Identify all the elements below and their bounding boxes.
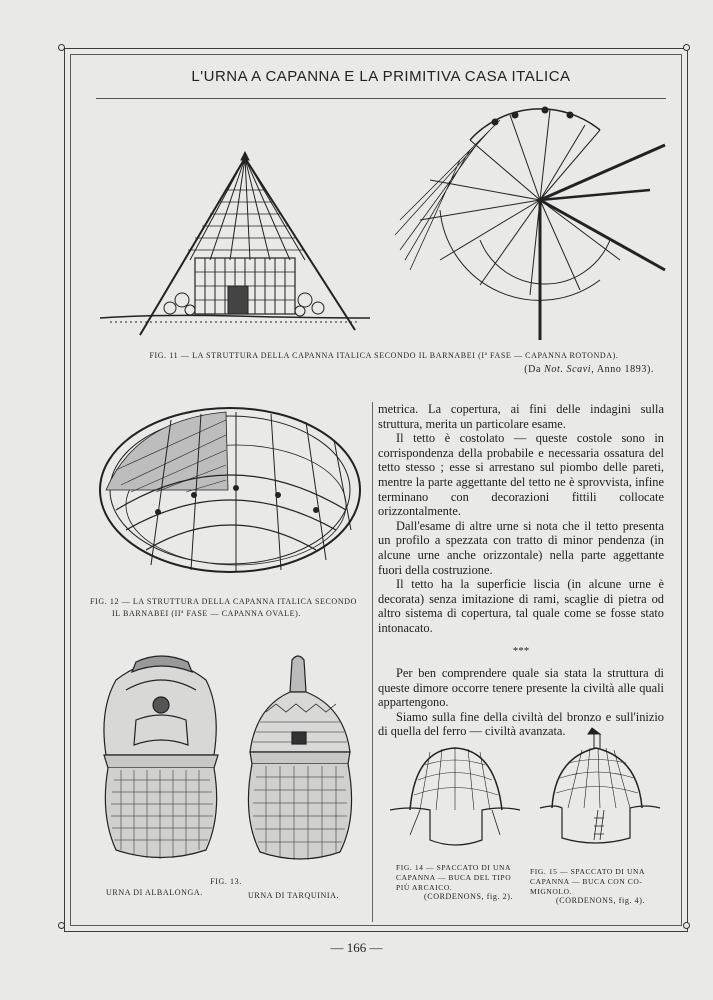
body-paragraph: Il tetto ha la superficie liscia (in alcune urne è decorata) senza imitazione di rami, scaglie di pietra od altro sistema di copertura, tal quale come se fosse stato intonacato. bbox=[378, 577, 664, 635]
fig15-caption-line3: MIGNOLO. bbox=[530, 887, 573, 896]
fig12-caption-line2: IL BARNABEI (IIª FASE — CAPANNA OVALE). bbox=[112, 609, 301, 618]
fig15-caption-line1: FIG. 15 — SPACCATO DI UNA bbox=[530, 867, 646, 876]
fig15-caption-line2: CAPANNA — BUCA CON CO- bbox=[530, 877, 643, 886]
fig14-caption-line1: FIG. 14 — SPACCATO DI UNA bbox=[396, 863, 512, 872]
fig13-label-albalonga: URNA DI ALBALONGA. bbox=[106, 888, 203, 897]
fig14-caption-line3: PIÙ ARCAICO. bbox=[396, 883, 453, 892]
frame-corner-ornament bbox=[683, 44, 690, 51]
fig11-source-journal: Not. Scavi bbox=[544, 364, 592, 375]
fig13-urn-tarquinia-illustration bbox=[236, 652, 366, 872]
body-paragraph: Il tetto è costolato — queste costole sono in corrispondenza della probabile e necessaria ossatura del tetto stesso ; esse si arrestano sul piombo delle pareti, mentre la parte aggettante del tetto ne è sprovvista, infine terminano con decorazioni fittili collocate orizzontalmente. bbox=[378, 431, 664, 519]
page-number: — 166 — bbox=[330, 940, 383, 955]
page-title: L'URNA A CAPANNA E LA PRIMITIVA CASA ITALICA bbox=[191, 68, 571, 85]
column-divider bbox=[372, 402, 373, 922]
fig11-source-suffix: , Anno 1893). bbox=[591, 364, 654, 375]
title-rule bbox=[96, 98, 666, 99]
fig13-label-tarquinia: URNA DI TARQUINIA. bbox=[248, 891, 340, 900]
fig11-source bbox=[400, 364, 654, 375]
fig11-caption: FIG. 11 — LA STRUTTURA DELLA CAPANNA ITALICA SECONDO IL BARNABEI (Iª FASE — CAPANNA ROTONDA). bbox=[149, 351, 619, 360]
frame-corner-ornament bbox=[58, 44, 65, 51]
fig11-source-prefix: (Da bbox=[524, 364, 545, 375]
section-separator: *** bbox=[512, 644, 530, 657]
fig14-hut-section-illustration bbox=[390, 740, 520, 855]
body-paragraph: metrica. La copertura, ai fini delle indagini sulla struttura, merita un particolare esame. bbox=[378, 402, 664, 431]
fig13-urn-albalonga-illustration bbox=[96, 650, 226, 870]
frame-corner-ornament bbox=[58, 922, 65, 929]
fig12-caption-line1: FIG. 12 — LA STRUTTURA DELLA CAPANNA ITALICA SECONDO bbox=[90, 597, 357, 606]
fig14-source: (CORDENONS, fig. 2). bbox=[424, 892, 514, 901]
fig13-number: FIG. 13. bbox=[210, 877, 242, 886]
fig14-caption-line2: CAPANNA — BUCA DEL TIPO bbox=[396, 873, 512, 882]
fig12-oval-hut-frame-illustration bbox=[96, 400, 364, 580]
body-paragraph: Per ben comprendere quale sia stata la struttura di queste dimore occorre tenere presente la civiltà alle quali appartengono. bbox=[378, 666, 664, 710]
fig11-radial-roof-frame-illustration bbox=[405, 115, 670, 345]
body-paragraph: Dall'esame di altre urne si nota che il tetto presenta un profilo a spezzata con tratto di minor pendenza (in alcune urne anche orizzontale) nella parte aggettante fuori della costruzione. bbox=[378, 518, 664, 577]
body-paragraph: Siamo sulla fine della civiltà del bronzo e sull'inizio di quella del ferro — civiltà avanzata. bbox=[378, 709, 664, 739]
fig11-conical-hut-illustration bbox=[100, 150, 370, 340]
body-text-column bbox=[378, 402, 664, 739]
fig15-hut-section-illustration bbox=[540, 728, 660, 853]
fig15-source: (CORDENONS, fig. 4). bbox=[556, 896, 646, 905]
frame-corner-ornament bbox=[683, 922, 690, 929]
